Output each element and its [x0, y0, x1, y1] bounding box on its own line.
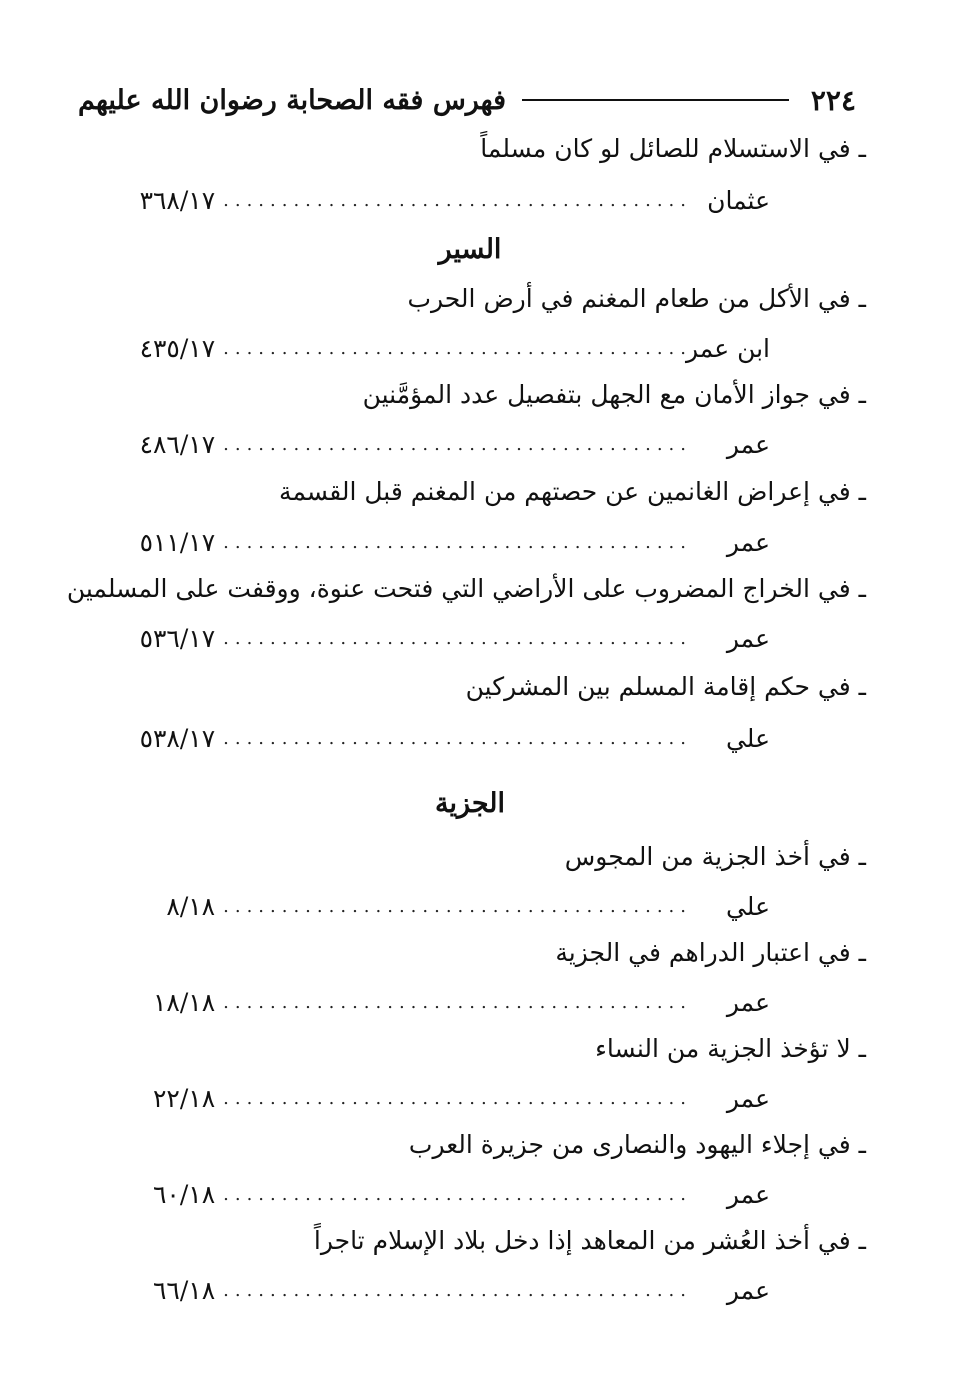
entry-reference: [139, 522, 770, 562]
companion-name: عمر: [726, 1179, 770, 1209]
entry-topic: ـ في الخراج المضروب على الأراضي التي فتحت عنوة، ووقفت على المسلمين: [66, 574, 866, 603]
section-heading-text: الجزية: [434, 788, 506, 819]
section-heading-text: السير: [438, 234, 502, 265]
companion-name: ابن عمر: [685, 333, 770, 363]
entry-topic: ـ في جواز الأمان مع الجهل بتفصيل عدد المؤمَّنين: [362, 380, 866, 409]
entry-topic: ـ في الأكل من طعام المغنم في أرض الحرب: [407, 284, 866, 313]
volume-page-citation: ٢٢/١٨: [152, 1083, 216, 1113]
volume-page-citation: ٤٨٦/١٧: [139, 429, 216, 459]
companion-name: عمر: [726, 987, 770, 1017]
entry-topic: ـ في أخذ العُشر من المعاهد إذا دخل بلاد الإسلام تاجراً: [313, 1226, 866, 1255]
leader-dots: ........................................: [223, 1279, 692, 1301]
entry-reference: [139, 618, 770, 658]
volume-page-citation: ٣٦٨/١٧: [139, 185, 216, 215]
companion-name: عمر: [726, 429, 770, 459]
leader-dots: ........................................: [223, 627, 692, 649]
companion-name: عثمان: [707, 185, 770, 215]
companion-name: عمر: [726, 623, 770, 653]
section-heading: [0, 234, 956, 265]
volume-page-citation: ٦٦/١٨: [152, 1275, 216, 1305]
volume-page-citation: ٤٣٥/١٧: [139, 333, 216, 363]
entry-reference: [152, 1078, 770, 1118]
volume-page-citation: ٥١١/١٧: [139, 527, 216, 557]
leader-dots: ........................................: [223, 895, 692, 917]
companion-name: علي: [725, 891, 770, 921]
companion-name: عمر: [726, 1083, 770, 1113]
leader-dots: ........................................: [223, 337, 692, 359]
entry-topic: ـ في الاستسلام للصائل لو كان مسلماً: [480, 134, 866, 163]
section-heading: [0, 788, 956, 819]
leader-dots: ........................................: [223, 991, 692, 1013]
page-header: [78, 76, 856, 124]
companion-name: عمر: [726, 527, 770, 557]
companion-name: علي: [725, 723, 770, 753]
volume-page-citation: ٨/١٨: [166, 891, 216, 921]
entry-reference: [152, 1174, 770, 1214]
leader-dots: ........................................: [223, 531, 692, 553]
companion-name: عمر: [726, 1275, 770, 1305]
page-number: ٢٢٤: [810, 83, 856, 117]
entry-reference: [139, 718, 770, 758]
leader-dots: ........................................: [223, 1183, 692, 1205]
entry-topic: ـ في أخذ الجزية من المجوس: [564, 842, 866, 871]
header-rule: [522, 99, 789, 101]
entry-reference: [166, 886, 770, 926]
entry-topic: ـ في اعتبار الدراهم في الجزية: [555, 938, 866, 967]
entry-reference: [152, 1270, 770, 1310]
entry-reference: [139, 328, 770, 368]
leader-dots: ........................................: [223, 189, 692, 211]
entry-topic: ـ في حكم إقامة المسلم بين المشركين: [465, 672, 866, 701]
entry-topic: ـ في إجلاء اليهود والنصارى من جزيرة العرب: [408, 1130, 866, 1159]
entry-topic: ـ في إعراض الغانمين عن حصتهم من المغنم قبل القسمة: [279, 477, 866, 506]
entry-reference: [139, 180, 770, 220]
entry-reference: [152, 982, 770, 1022]
entry-topic: ـ لا تؤخذ الجزية من النساء: [595, 1034, 866, 1063]
volume-page-citation: ١٨/١٨: [152, 987, 216, 1017]
running-title: فهرس فقه الصحابة رضوان الله عليهم: [78, 84, 507, 116]
entry-reference: [139, 424, 770, 464]
leader-dots: ........................................: [223, 433, 692, 455]
volume-page-citation: ٦٠/١٨: [152, 1179, 216, 1209]
volume-page-citation: ٥٣٨/١٧: [139, 723, 216, 753]
volume-page-citation: ٥٣٦/١٧: [139, 623, 216, 653]
leader-dots: ........................................: [223, 1087, 692, 1109]
leader-dots: ........................................: [223, 727, 692, 749]
